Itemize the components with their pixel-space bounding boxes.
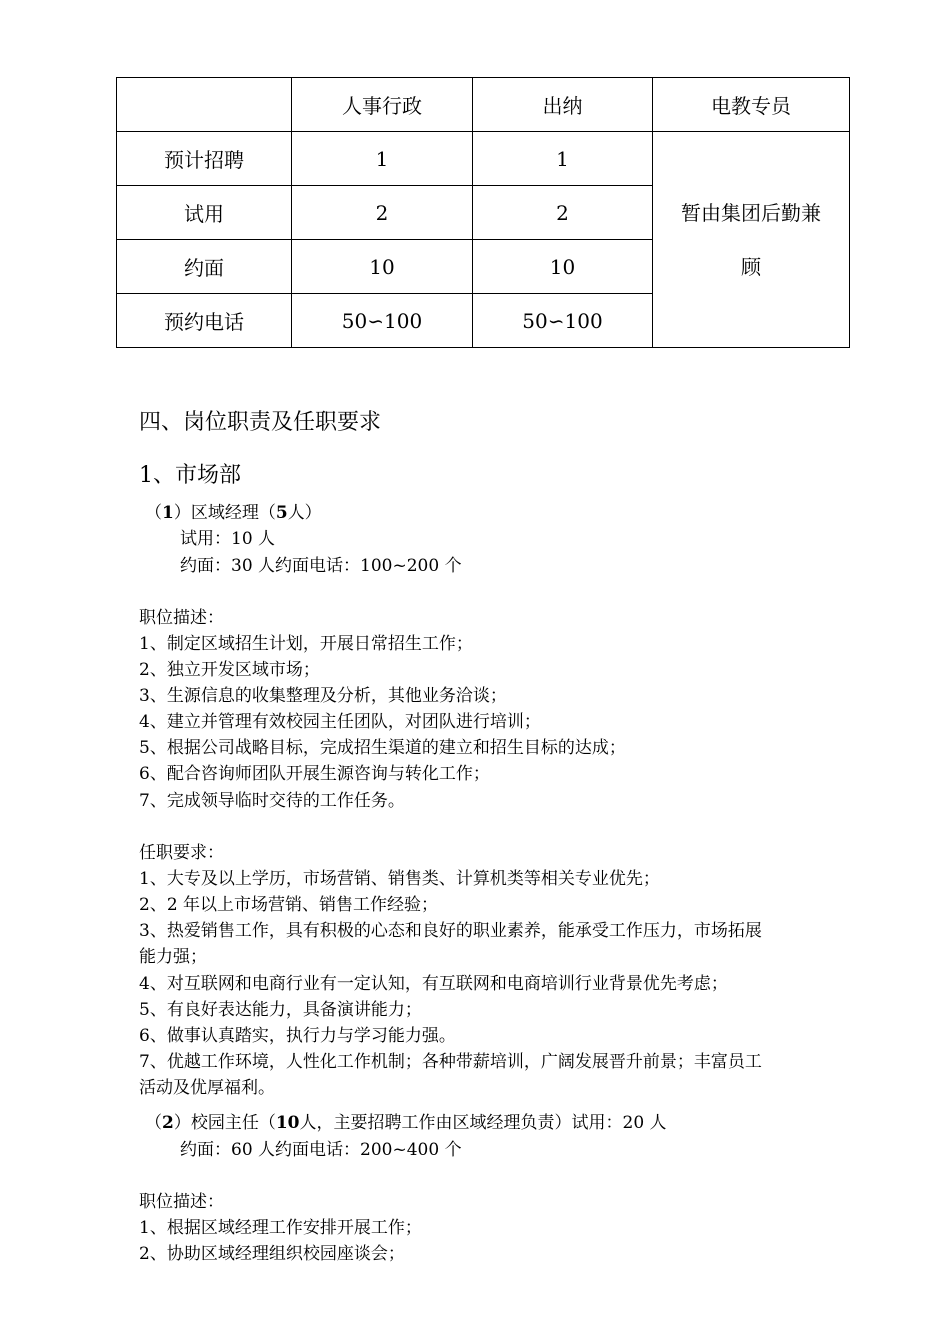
position-2-desc-title: 职位描述： <box>139 1192 224 1212</box>
position-1-interview: 约面：30 人约面电话：100~200 个 <box>180 556 462 576</box>
list-item-continuation: 活动及优厚福利。 <box>139 1078 275 1098</box>
list-item: 2、协助区域经理组织校园座谈会； <box>139 1244 405 1264</box>
cell-cashier: 50∽100 <box>473 294 653 348</box>
cell-hr: 50∽100 <box>292 294 473 348</box>
recruitment-table <box>116 77 850 348</box>
row-label: 预约电话 <box>117 294 292 348</box>
header-cell-cashier: 出纳 <box>473 78 653 132</box>
position-1-count: 5 <box>275 503 288 523</box>
cell-hr: 10 <box>292 240 473 294</box>
list-item: 2、独立开发区域市场； <box>139 660 320 680</box>
list-item: 5、根据公司战略目标，完成招生渠道的建立和招生目标的达成； <box>139 738 626 758</box>
cell-cashier: 10 <box>473 240 653 294</box>
header-cell-empty <box>117 78 292 132</box>
cell-cashier: 1 <box>473 132 653 186</box>
position-1-req-title: 任职要求： <box>139 843 224 863</box>
paren-open: （ <box>145 503 162 523</box>
position-2-interview: 约面：60 人约面电话：200~400 个 <box>180 1140 462 1160</box>
cell-cashier: 2 <box>473 186 653 240</box>
section-title: 四、岗位职责及任职要求 <box>139 410 382 435</box>
list-item: 4、建立并管理有效校园主任团队，对团队进行培训； <box>139 712 541 732</box>
list-item: 6、配合咨询师团队开展生源咨询与转化工作； <box>139 764 490 784</box>
list-item-continuation: 能力强； <box>139 947 207 967</box>
table-header-row <box>117 78 850 132</box>
position-2-count: 10 <box>275 1113 300 1133</box>
list-item: 3、热爱销售工作，具有积极的心态和良好的职业素养，能承受工作压力，市场拓展 <box>139 921 762 941</box>
list-item: 7、优越工作环境，人性化工作机制；各种带薪培训，广阔发展晋升前景；丰富员工 <box>139 1052 762 1072</box>
row-label: 预计招聘 <box>117 132 292 186</box>
merged-note-line1: 暂由集团后勤兼 <box>681 200 821 225</box>
position-2-name: ）校园主任（ <box>173 1113 276 1133</box>
merged-note-cell <box>653 132 850 348</box>
list-item: 7、完成领导临时交待的工作任务。 <box>139 791 405 811</box>
cell-hr: 2 <box>292 186 473 240</box>
list-item: 6、做事认真踏实，执行力与学习能力强。 <box>139 1026 456 1046</box>
header-cell-hr-admin: 人事行政 <box>292 78 473 132</box>
position-1-desc-title: 职位描述： <box>139 608 224 628</box>
position-2-number: 2 <box>162 1113 174 1133</box>
position-1-close: 人） <box>287 503 322 523</box>
position-1-trial: 试用：10 人 <box>180 529 276 549</box>
merged-note-line2: 顾 <box>741 254 761 279</box>
paren-open: （ <box>145 1113 162 1133</box>
list-item: 5、有良好表达能力，具备演讲能力； <box>139 1000 422 1020</box>
position-1-name: ）区域经理（ <box>173 503 276 523</box>
position-1-number: 1 <box>162 503 174 523</box>
cell-hr: 1 <box>292 132 473 186</box>
list-item: 1、根据区域经理工作安排开展工作； <box>139 1218 422 1238</box>
table-row <box>117 132 850 186</box>
list-item: 1、制定区域招生计划，开展日常招生工作； <box>139 634 473 654</box>
position-1-title <box>145 500 322 526</box>
list-item: 4、对互联网和电商行业有一定认知，有互联网和电商培训行业背景优先考虑； <box>139 974 728 994</box>
list-item: 1、大专及以上学历，市场营销、销售类、计算机类等相关专业优先； <box>139 869 660 889</box>
position-2-title <box>145 1110 667 1136</box>
row-label: 约面 <box>117 240 292 294</box>
position-2-rest: 人，主要招聘工作由区域经理负责）试用：20 人 <box>299 1113 667 1133</box>
list-item: 2、2 年以上市场营销、销售工作经验； <box>139 895 439 915</box>
row-label: 试用 <box>117 186 292 240</box>
dept-title: 1、市场部 <box>139 463 241 488</box>
header-cell-av-specialist: 电教专员 <box>653 78 850 132</box>
list-item: 3、生源信息的收集整理及分析，其他业务洽谈； <box>139 686 507 706</box>
